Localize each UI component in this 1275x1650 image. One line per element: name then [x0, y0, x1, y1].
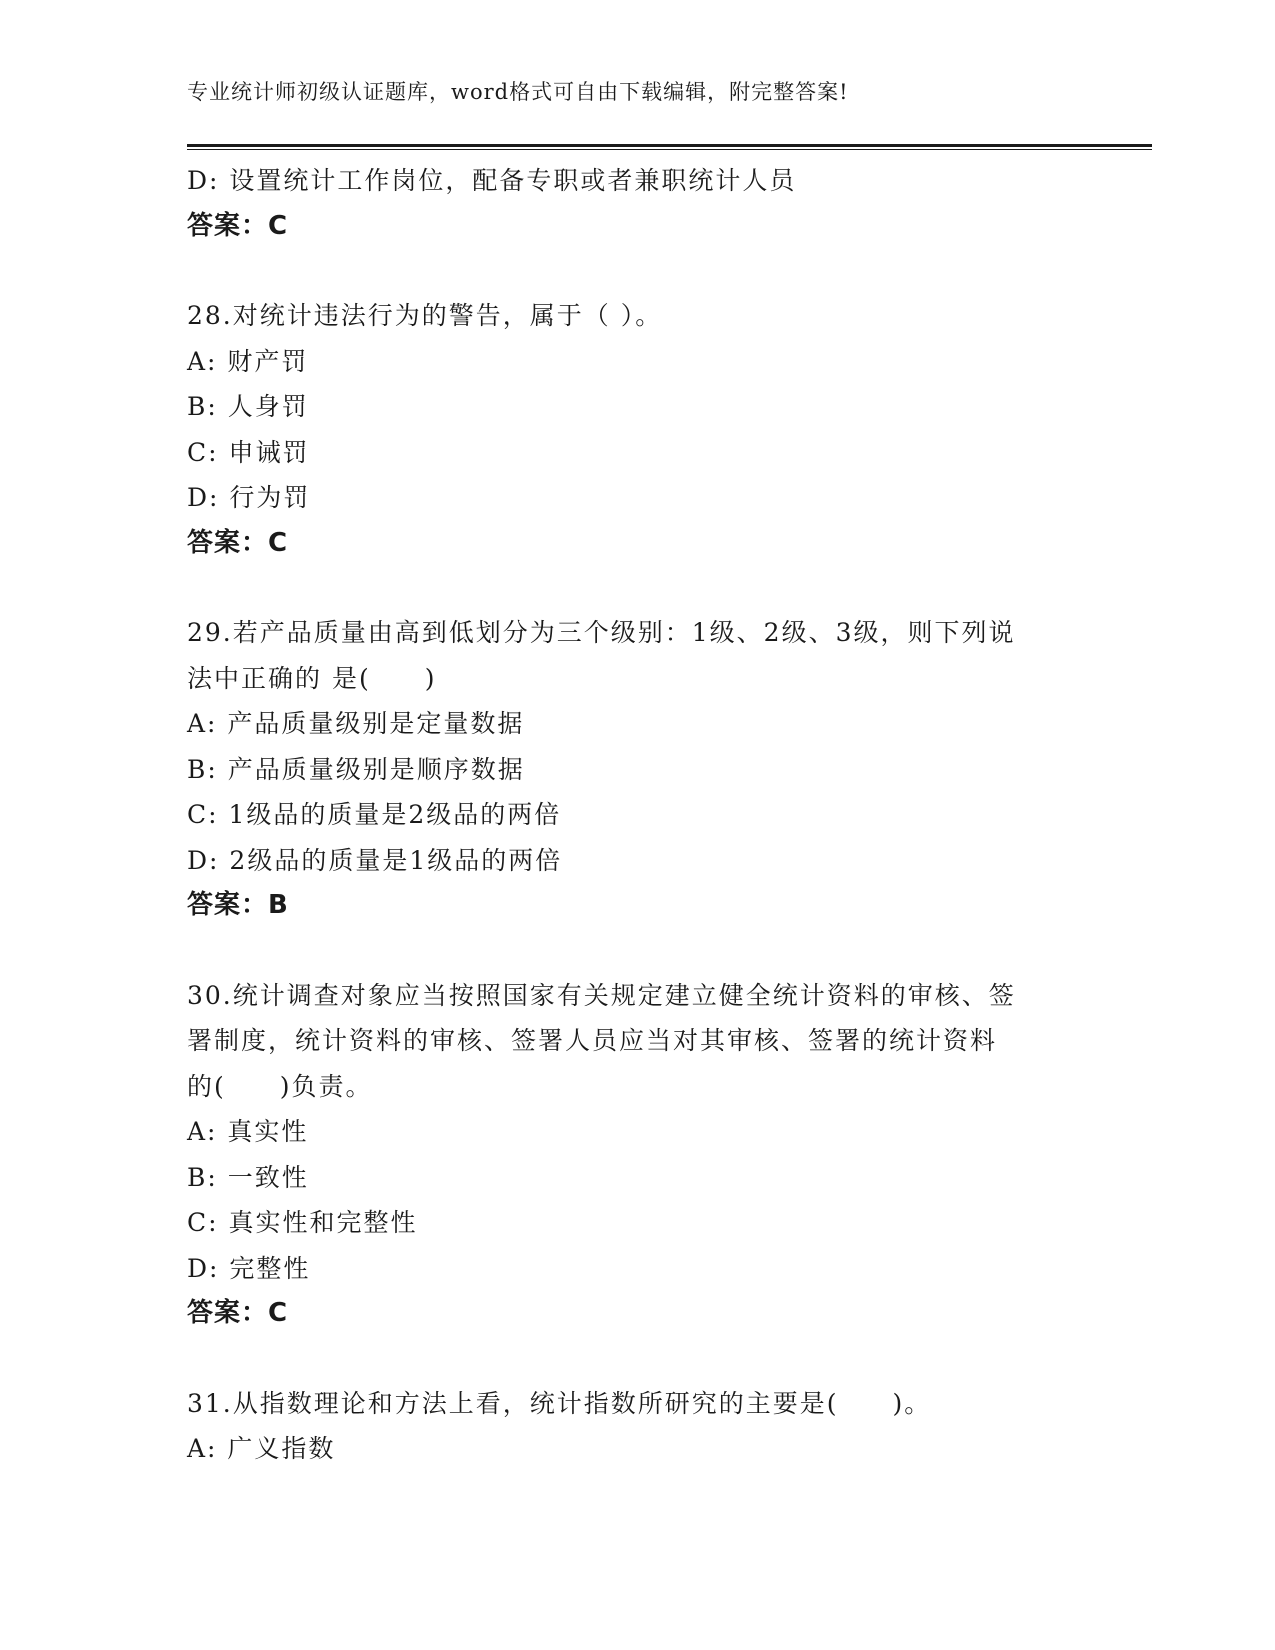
answer-line: 答案：B [187, 890, 289, 920]
question-stem: 28.对统计违法行为的警告，属于（ ）。 [187, 301, 663, 330]
option-line: A: 财产罚 [187, 346, 309, 376]
option-line: C: 真实性和完整性 [187, 1208, 418, 1237]
option-line: B: 人身罚 [187, 392, 309, 421]
answer-line: 答案：C [187, 527, 289, 558]
question-stem: 30.统计调查对象应当按照国家有关规定建立健全统计资料的审核、签 [187, 980, 1016, 1010]
option-line: B: 产品质量级别是顺序数据 [187, 754, 525, 784]
question-content [187, 158, 1152, 1472]
option-line: A: 产品质量级别是定量数据 [187, 709, 525, 738]
option-line: A: 广义指数 [187, 1434, 336, 1463]
answer-line: 答案：C [187, 210, 289, 241]
option-line: C: 申诫罚 [187, 437, 310, 467]
question-block [187, 610, 1152, 929]
question-block [187, 973, 1152, 1337]
option-line: B: 一致性 [187, 1162, 309, 1192]
option-line: D: 完整性 [187, 1253, 311, 1283]
answer-line: 答案：C [187, 1298, 289, 1328]
option-line: A: 真实性 [187, 1117, 309, 1146]
header-rule-thick [187, 144, 1152, 147]
question-stem: 的( )负责。 [187, 1071, 373, 1101]
question-block [187, 158, 1152, 249]
question-block [187, 1381, 1152, 1472]
option-line: C: 1级品的质量是2级品的两倍 [187, 800, 562, 829]
option-line: D: 2级品的质量是1级品的两倍 [187, 845, 563, 875]
header-rule-thin [187, 149, 1152, 150]
question-stem: 31.从指数理论和方法上看，统计指数所研究的主要是( )。 [187, 1388, 932, 1418]
document-page [187, 0, 1157, 1650]
page-header: 专业统计师初级认证题库，word格式可自由下载编辑，附完整答案! [187, 80, 849, 104]
option-line: D: 行为罚 [187, 483, 311, 512]
question-stem: 法中正确的 是( ) [187, 663, 437, 693]
question-block [187, 293, 1152, 566]
question-stem: 署制度，统计资料的审核、签署人员应当对其审核、签署的统计资料 [187, 1026, 998, 1055]
question-stem: 29.若产品质量由高到低划分为三个级别：1级、2级、3级，则下列说 [187, 618, 1016, 647]
option-line: D: 设置统计工作岗位，配备专职或者兼职统计人员 [187, 166, 797, 195]
